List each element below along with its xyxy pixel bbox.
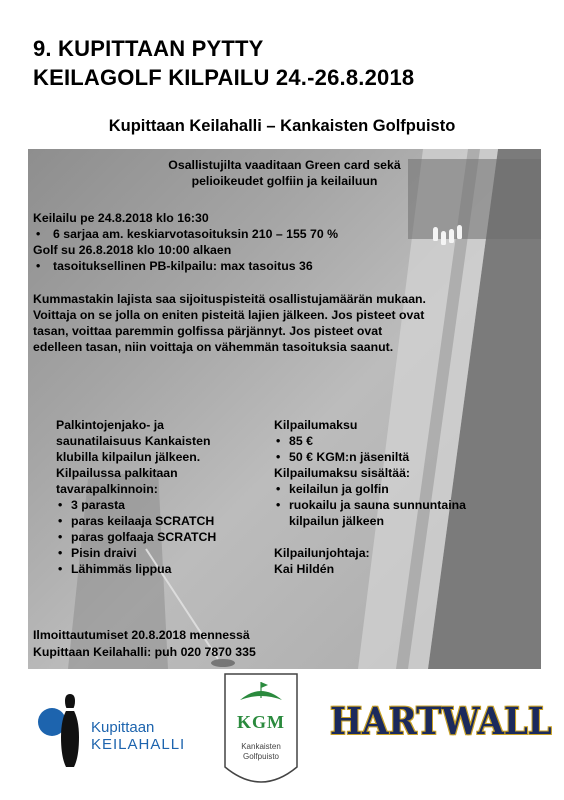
bowling-heading: Keilailu pe 24.8.2018 klo 16:30 (33, 211, 209, 225)
scoring-rules (33, 291, 538, 355)
prizes-intro-line: Palkintojenjako- ja (56, 418, 164, 432)
title-line-1: 9. KUPITTAAN PYTTY (33, 36, 264, 61)
keilahalli-word-2: KEILAHALLI (91, 736, 186, 753)
prize-item: • 3 parasta (56, 497, 261, 513)
fee-includes-item: • keilailun ja golfin (274, 481, 536, 497)
rules-line: Voittaja on se jolla on eniten pisteitä lajien jälkeen. Jos pisteet ovat (33, 308, 425, 322)
fee-includes-heading: Kilpailumaksu sisältää: (274, 466, 411, 480)
kgm-logo (222, 672, 300, 797)
fee-includes-continuation: kilpailun jälkeen (289, 514, 384, 528)
golf-item: • tasoituksellinen PB-kilpailu: max tasoitus 36 (33, 258, 538, 274)
fee-column (274, 417, 536, 577)
golf-heading: Golf su 26.8.2018 klo 10:00 alkaen (33, 243, 232, 257)
hartwall-wordmark: HARTWALL (330, 700, 552, 744)
requirements-line-1: Osallistujilta vaaditaan Green card sekä (168, 158, 401, 172)
registration-info (33, 627, 256, 661)
rules-line: edelleen tasan, niin voittaja on vähemmän tasoituksia saanut. (33, 340, 394, 354)
requirements-line-2: pelioikeudet golfiin ja keilailuun (191, 174, 378, 188)
venue-subtitle: Kupittaan Keilahalli – Kankaisten Golfpuisto (108, 117, 456, 135)
poster-title (33, 34, 414, 92)
prizes-intro-line: tavarapalkinnoin: (56, 482, 158, 496)
director-heading: Kilpailunjohtaja: (274, 546, 370, 560)
fee-heading: Kilpailumaksu (274, 418, 358, 432)
requirements-notice (28, 157, 541, 189)
prizes-intro-line: Kilpailussa palkitaan (56, 466, 178, 480)
prize-item: • Lähimmäs lippua (56, 561, 261, 577)
fee-item: • 50 € KGM:n jäseniltä (274, 449, 536, 465)
keilahalli-word-1: Kupittaan (91, 719, 155, 736)
bowling-ball-pin-icon (34, 686, 84, 771)
schedule-section (33, 210, 538, 274)
fee-includes-item: • ruokailu ja sauna sunnuntaina (274, 497, 536, 513)
bowling-item: • 6 sarjaa am. keskiarvotasoituksin 210 – 155 70 % (33, 226, 538, 242)
prize-item: • paras golfaaja SCRATCH (56, 529, 261, 545)
prizes-intro-line: klubilla kilpailun jälkeen. (56, 450, 201, 464)
director-name: Kai Hildén (274, 562, 335, 576)
prize-item: • Pisin draivi (56, 545, 261, 561)
title-line-2: KEILAGOLF KILPAILU 24.-26.8.2018 (33, 65, 415, 90)
kgm-subtext-1: Kankaisten (241, 742, 281, 751)
kgm-subtext-2: Golfpuisto (242, 752, 280, 761)
kgm-letters: KGM (237, 712, 285, 732)
registration-deadline: Ilmoittautumiset 20.8.2018 mennessä (33, 628, 250, 642)
prize-item: • paras keilaaja SCRATCH (56, 513, 261, 529)
kgm-shield-icon (222, 672, 300, 797)
rules-line: tasan, voittaa paremmin golfissa pärjännyt. Jos pisteet ovat (33, 324, 383, 338)
registration-phone: Kupittaan Keilahalli: puh 020 7870 335 (33, 645, 256, 659)
prizes-intro-line: saunatilaisuus Kankaisten (56, 434, 211, 448)
rules-line: Kummastakin lajista saa sijoituspisteitä osallistujamäärän mukaan. (33, 292, 426, 306)
fee-item: • 85 € (274, 433, 536, 449)
sponsor-logos (0, 672, 564, 800)
prizes-column (56, 417, 261, 577)
hartwall-logo (330, 700, 552, 747)
